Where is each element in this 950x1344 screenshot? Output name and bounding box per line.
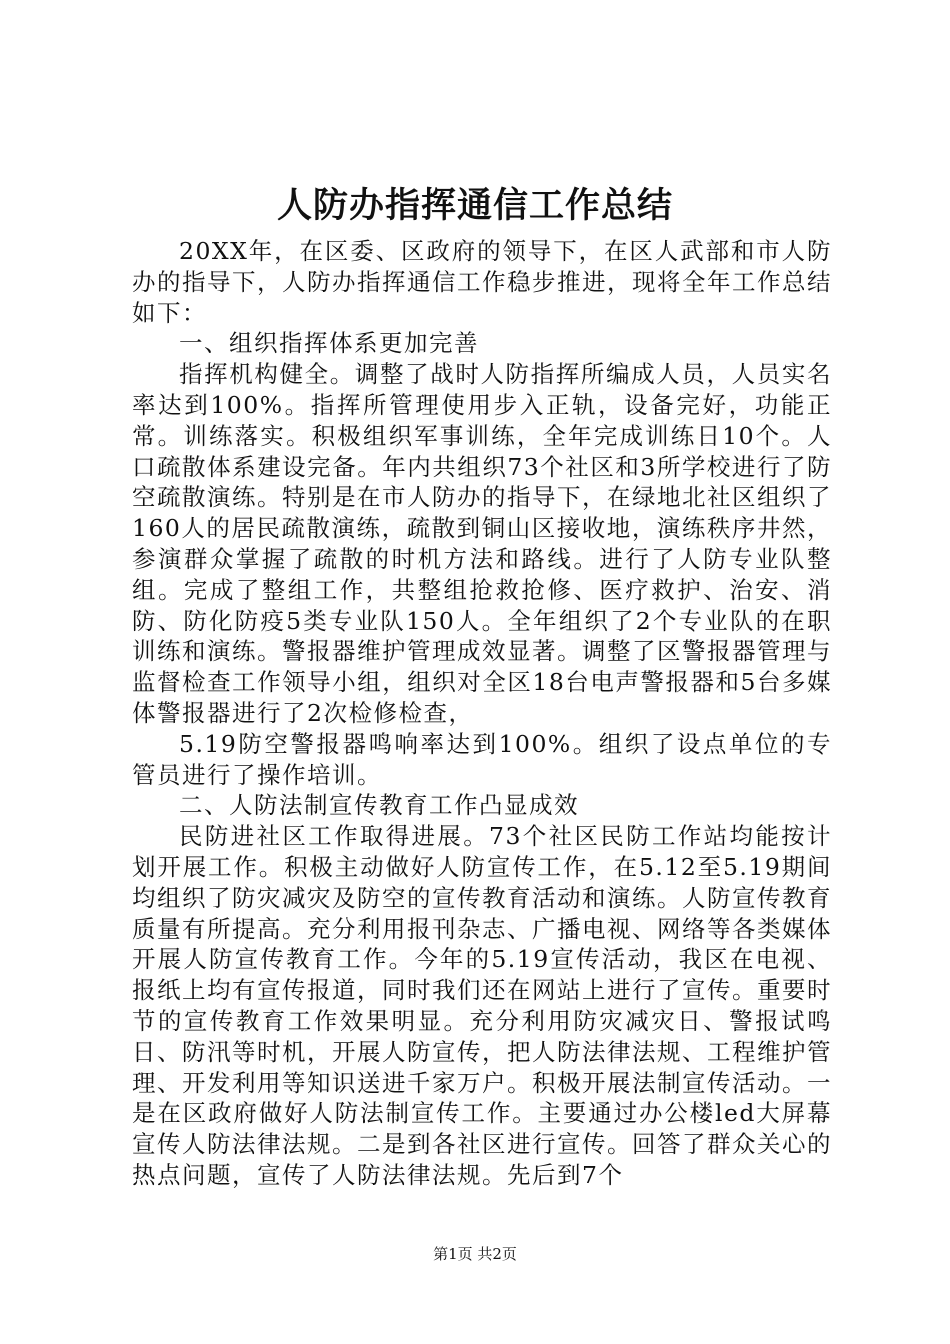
section-heading-2: 二、人防法制宣传教育工作凸显成效 (179, 791, 579, 820)
intro-paragraph: 20XX年，在区委、区政府的领导下，在区人武部和市人防办的指导下，人防办指挥通信工作稳步推进，现将全年工作总结如下： (132, 237, 832, 327)
document-title: 人防办指挥通信工作总结 (276, 185, 673, 226)
section-2-paragraph: 民防进社区工作取得进展。73个社区民防工作站均能按计划开展工作。积极主动做好人防宣传工作，在5.12至5.19期间均组织了防灾减灾及防空的宣传教育活动和演练。人防宣传教育质量有所提高。充分利用报刊杂志、广播电视、网络等各类媒体开展人防宣传教育工作。今年的5.19宣传活动，我区在电视、报纸上均有宣传报道，同时我们还在网站上进行了宣传。重要时节的宣传教育工作效果明显。充分利用防灾减灾日、警报试鸣日、防汛等时机，开展人防宣传，把人防法律法规、工程维护管理、开发利用等知识送进千家万户。积极开展法制宣传活动。一是在区政府做好人防法制宣传工作。主要通过办公楼led大屏幕宣传人防法律法规。二是到各社区进行宣传。回答了群众关心的热点问题，宣传了人防法律法规。先后到7个 (132, 822, 832, 1189)
section-1-paragraph: 指挥机构健全。调整了战时人防指挥所编成人员，人员实名率达到100%。指挥所管理使用步入正轨，设备完好，功能正常。训练落实。积极组织军事训练，全年完成训练日10个。人口疏散体系建设完备。年内共组织73个社区和3所学校进行了防空疏散演练。特别是在市人防办的指导下，在绿地北社区组织了160人的居民疏散演练，疏散到铜山区接收地，演练秩序井然，参演群众掌握了疏散的时机方法和路线。进行了人防专业队整组。完成了整组工作，共整组抢救抢修、医疗救护、治安、消防、防化防疫5类专业队150人。全年组织了2个专业队的在职训练和演练。警报器维护管理成效显著。调整了区警报器管理与监督检查工作领导小组，组织对全区18台电声警报器和5台多媒体警报器进行了2次检修检查， (132, 360, 832, 727)
page-footer: 第1页 共2页 (433, 1245, 517, 1263)
document-body (132, 236, 832, 1191)
section-1-paragraph-continued: 5.19防空警报器鸣响率达到100%。组织了设点单位的专管员进行了操作培训。 (132, 729, 832, 789)
section-heading-1: 一、组织指挥体系更加完善 (179, 329, 479, 358)
